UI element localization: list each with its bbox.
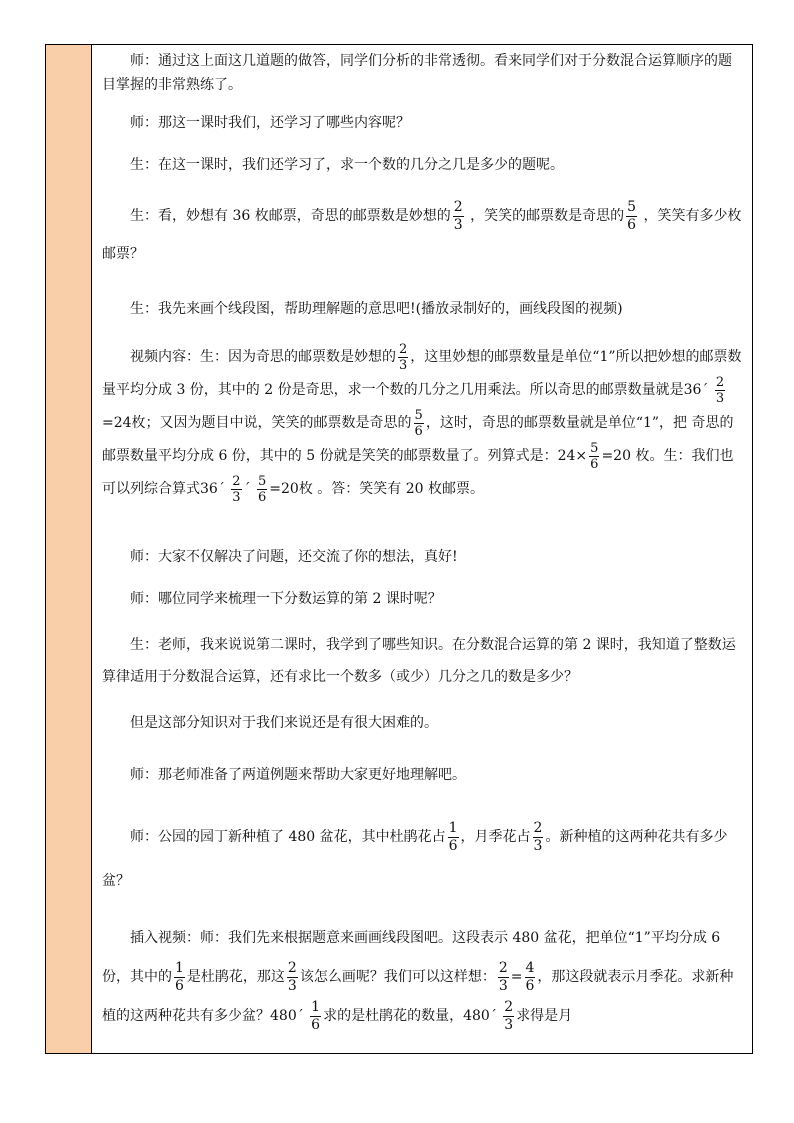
numerator: 2 (399, 341, 408, 357)
content-cell (92, 45, 752, 1053)
fraction (498, 960, 509, 995)
numerator: 5 (590, 440, 599, 456)
denominator: 6 (590, 456, 599, 472)
fraction (503, 999, 514, 1034)
numerator: 2 (498, 959, 508, 976)
numerator: 4 (525, 959, 535, 976)
numerator: 2 (715, 374, 725, 390)
paragraph-text: 师：哪位同学来梳理一下分数运算的第 2 课时呢？ (130, 591, 442, 607)
text-run: 是杜鹃花，那这 (186, 969, 285, 985)
text-run: ，这里妙想的邮票数量是单位“1”所以把妙想的邮票数量平均分成 3 份，其中的 2 份是奇思，求一个数的几分之几用乘法。所以奇思的邮票数量就是36´ (102, 349, 742, 398)
paragraph-text: 生：我先来画个线段图，帮助理解题的意思吧!(播放录制好的，画线段图的视频) (130, 301, 623, 317)
denominator: 3 (504, 1016, 514, 1033)
text-run: 。新种植的这两种花共有多少盆？ (102, 829, 728, 889)
numerator: 1 (175, 959, 184, 976)
fraction (533, 820, 544, 855)
denominator: 6 (311, 1016, 321, 1033)
numerator: 2 (232, 473, 241, 489)
denominator: 3 (232, 489, 241, 505)
paragraph-8 (102, 587, 742, 611)
numerator: 2 (287, 959, 297, 976)
paragraph-11 (102, 763, 742, 787)
denominator: 3 (498, 977, 508, 994)
text-run: =20枚 。答：笑笑有 20 枚邮票。 (269, 481, 484, 497)
denominator: 3 (715, 390, 725, 406)
text-run: ，笑笑有多少枚邮票？ (102, 208, 742, 262)
paragraph-12 (102, 815, 742, 903)
numerator: 1 (311, 998, 321, 1015)
text-run: 该怎么画呢？我们可以这样想： (299, 969, 496, 985)
sidebar-column (46, 45, 92, 1053)
paragraph-text: 但是这部分知识对于我们来说还是有很大困难的。 (130, 715, 438, 731)
numerator: 5 (414, 407, 423, 423)
denominator: 3 (453, 216, 463, 233)
paragraph-5 (102, 297, 742, 321)
paragraph-text: 师：大家不仅解决了问题，还交流了你的想法，真好! (130, 549, 458, 565)
fraction (453, 199, 464, 234)
text-run: 求得是月 (516, 1008, 573, 1024)
paragraph-text: 师：通过这上面这几道题的做答，同学们分析的非常透彻。看来同学们对于分数混合运算顺序的题目掌握的非常熟练了。 (102, 53, 732, 93)
text-run: ，那这段就表示月季花。求新种植的这两种花共有多少盆？480´ (102, 969, 734, 1024)
paragraph-text: 师：那老师准备了两道例题来帮助大家更好地理解吧。 (130, 767, 466, 783)
denominator: 6 (525, 977, 535, 994)
denominator: 6 (448, 837, 458, 854)
text-run: 插入视频：师：我们先来根据题意来画画线段图吧。这段表示 480 盆花，把单位“1”平均分成 6 份，其中的 (102, 930, 721, 985)
paragraph-3 (102, 153, 742, 177)
denominator: 6 (258, 489, 267, 505)
fraction (715, 375, 725, 406)
denominator: 6 (627, 216, 637, 233)
text-run: = (510, 969, 523, 985)
paragraph-text: 师：那这一课时我们，还学习了哪些内容呢？ (130, 115, 410, 131)
denominator: 6 (414, 423, 423, 439)
text-run: =24枚；又因为题目中说，笑笑的邮票数是奇思的 (102, 415, 412, 431)
text-run: ，这时，奇思的邮票数量就是单位“1”，把 奇思的邮票数量平均分成 6 份，其中的 5 份就是笑笑的邮票数量了。列算式是：24× (102, 415, 734, 464)
paragraph-9 (102, 629, 742, 693)
fraction (310, 999, 321, 1034)
text-run: ´ (243, 481, 255, 497)
numerator: 2 (504, 998, 514, 1015)
text-run: ，月季花占 (460, 829, 531, 845)
fraction (626, 199, 637, 234)
text-run: ，笑笑的邮票数是奇思的 (465, 208, 625, 224)
paragraph-text: 生：老师，我来说说第二课时，我学到了哪些知识。在分数混合运算的第 2 课时，我知道了整数运算律适用于分数混合运算，还有求比一个数多（或少）几分之几的数是多少？ (102, 637, 736, 685)
paragraph-1 (102, 49, 742, 97)
numerator: 5 (258, 473, 267, 489)
numerator: 2 (533, 819, 543, 836)
fraction (257, 474, 267, 505)
paragraph-2 (102, 111, 742, 135)
denominator: 3 (533, 837, 543, 854)
fraction (231, 474, 241, 505)
fraction (398, 342, 408, 373)
numerator: 1 (448, 819, 458, 836)
text-run: =20 枚。生：我们也可以列综合算式36´ (102, 448, 734, 497)
fraction (287, 960, 298, 995)
paragraph-text: 生：在这一课时，我们还学习了，求一个数的几分之几是多少的题呢。 (130, 157, 564, 173)
paragraph-13 (102, 919, 742, 1036)
fraction (414, 408, 424, 439)
fraction (174, 960, 185, 995)
paragraph-6 (102, 341, 742, 506)
text-run: 师：公园的园丁新种植了 480 盆花，其中杜鹃花占 (130, 829, 446, 845)
denominator: 3 (287, 977, 297, 994)
numerator: 5 (627, 198, 637, 215)
paragraph-4 (102, 197, 742, 273)
lesson-table (45, 44, 753, 1054)
paragraph-7 (102, 545, 742, 569)
denominator: 6 (175, 977, 184, 994)
text-run: 生：看，妙想有 36 枚邮票，奇思的邮票数是妙想的 (130, 208, 451, 224)
numerator: 2 (453, 198, 463, 215)
fraction (589, 441, 599, 472)
paragraph-10 (102, 711, 742, 735)
text-run: 求的是杜鹃花的数量，480´ (323, 1008, 502, 1024)
denominator: 3 (399, 357, 408, 373)
fraction (448, 820, 459, 855)
text-run: 视频内容：生：因为奇思的邮票数是妙想的 (130, 349, 396, 365)
fraction (525, 960, 536, 995)
